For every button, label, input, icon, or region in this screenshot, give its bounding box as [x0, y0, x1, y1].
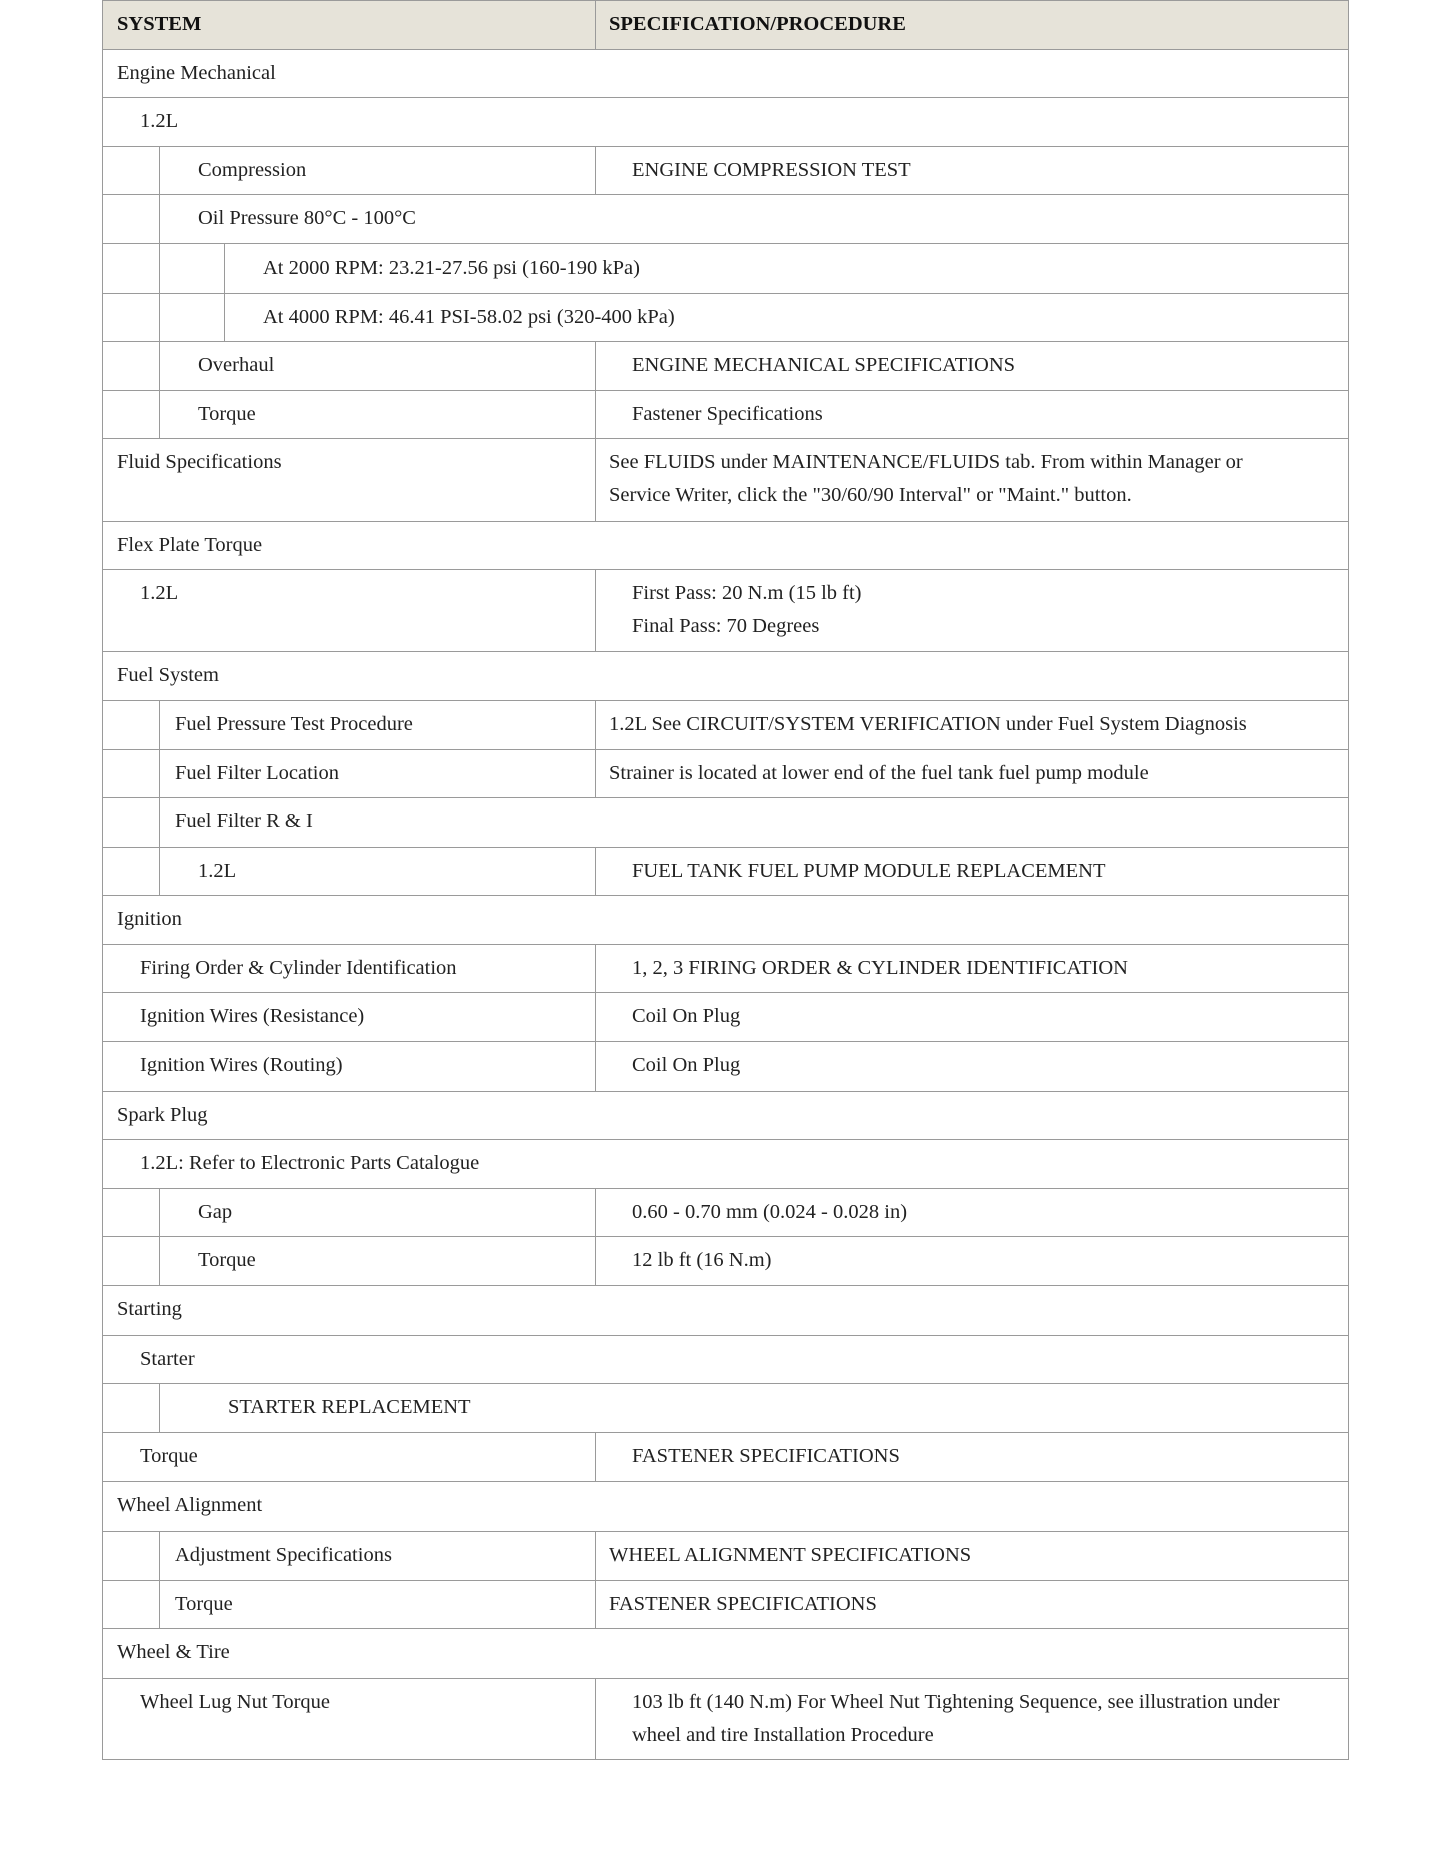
system-cell: Fluid Specifications: [117, 451, 282, 473]
header-system: SYSTEM: [117, 13, 202, 35]
system-cell: Compression: [198, 159, 307, 181]
system-cell: Wheel Lug Nut Torque: [140, 1691, 331, 1713]
table-row: [102, 1042, 1349, 1092]
section-label: Wheel Alignment: [117, 1494, 263, 1516]
table-row: [102, 848, 1349, 896]
spec-cell: ENGINE MECHANICAL SPECIFICATIONS: [632, 354, 1016, 376]
table-row: [102, 1237, 1349, 1286]
system-cell: Torque: [198, 403, 256, 425]
system-cell: Gap: [198, 1201, 233, 1223]
table-row: [102, 522, 1349, 570]
table-row: [102, 98, 1349, 147]
spec-cell: Coil On Plug: [632, 1005, 741, 1027]
system-cell: Fuel Filter Location: [175, 762, 339, 784]
table-row: [102, 750, 1349, 798]
spec-cell: 12 lb ft (16 N.m): [632, 1249, 772, 1271]
table-row: [102, 244, 1349, 294]
table-row: [102, 1679, 1349, 1760]
spec-cell: 1.2L See CIRCUIT/SYSTEM VERIFICATION under Fuel System Diagnosis: [609, 713, 1247, 735]
spec-cell: Strainer is located at lower end of the fuel tank fuel pump module: [609, 762, 1149, 784]
table-row: [102, 342, 1349, 391]
section-label: Starting: [117, 1298, 182, 1320]
system-cell: 1.2L: [198, 860, 237, 882]
system-cell: Torque: [198, 1249, 256, 1271]
spec-cell: See FLUIDS under MAINTENANCE/FLUIDS tab. From within Manager or Service Writer, click the "30/60/90 Interval" or "Maint." button.: [609, 451, 1243, 506]
table-row: [102, 391, 1349, 439]
section-label: Spark Plug: [117, 1104, 208, 1126]
table-row: [102, 294, 1349, 342]
system-cell: Torque: [175, 1593, 233, 1615]
spec-cell: 103 lb ft (140 N.m) For Wheel Nut Tightening Sequence, see illustration under wheel and tire Installation Procedure: [632, 1691, 1280, 1746]
table-row: [102, 1629, 1349, 1679]
spec-cell: At 2000 RPM: 23.21-27.56 psi (160-190 kPa): [263, 257, 640, 279]
system-cell: Torque: [140, 1445, 198, 1467]
subsection-label: Fuel Filter R & I: [175, 810, 313, 832]
table-row: [102, 439, 1349, 522]
table-row: [102, 1433, 1349, 1482]
spec-cell: WHEEL ALIGNMENT SPECIFICATIONS: [609, 1544, 972, 1566]
section-label: Ignition: [117, 908, 182, 930]
table-row: [102, 1140, 1349, 1189]
spec-cell: FASTENER SPECIFICATIONS: [632, 1445, 900, 1467]
spec-cell: FASTENER SPECIFICATIONS: [609, 1593, 877, 1615]
table-row: [102, 50, 1349, 98]
table-header-row: [102, 0, 1349, 50]
spec-cell: First Pass: 20 N.m (15 lb ft): [632, 582, 862, 604]
table-row: [102, 896, 1349, 945]
system-cell: Firing Order & Cylinder Identification: [140, 957, 457, 979]
section-label: Engine Mechanical: [117, 62, 276, 84]
section-label: Flex Plate Torque: [117, 534, 263, 556]
table-row: [102, 701, 1349, 750]
system-cell: 1.2L: [140, 582, 179, 604]
table-row: [102, 1532, 1349, 1581]
table-row: [102, 945, 1349, 993]
table-row: [102, 195, 1349, 244]
subsection-label: 1.2L: [140, 110, 179, 132]
table-row: [102, 1581, 1349, 1629]
subsection-label: Oil Pressure 80°C - 100°C: [198, 207, 416, 229]
table-row: [102, 652, 1349, 701]
table-row: [102, 1286, 1349, 1336]
subsection-label: Starter: [140, 1348, 195, 1370]
spec-cell: FUEL TANK FUEL PUMP MODULE REPLACEMENT: [632, 860, 1106, 882]
system-cell: Overhaul: [198, 354, 275, 376]
table-row: [102, 570, 1349, 652]
system-cell: Fuel Pressure Test Procedure: [175, 713, 413, 735]
table-row: [102, 1189, 1349, 1237]
spec-cell: Final Pass: 70 Degrees: [632, 615, 820, 637]
spec-cell: At 4000 RPM: 46.41 PSI-58.02 psi (320-400 kPa): [263, 306, 675, 328]
spec-cell: ENGINE COMPRESSION TEST: [632, 159, 911, 181]
table-row: [102, 1336, 1349, 1384]
table-row: [102, 1092, 1349, 1140]
section-label: Wheel & Tire: [117, 1641, 230, 1663]
spec-cell: 1, 2, 3 FIRING ORDER & CYLINDER IDENTIFICATION: [632, 957, 1128, 979]
table-row: [102, 1482, 1349, 1532]
system-cell: Ignition Wires (Routing): [140, 1054, 343, 1076]
table-row: [102, 798, 1349, 848]
system-cell: Ignition Wires (Resistance): [140, 1005, 365, 1027]
spec-cell: 0.60 - 0.70 mm (0.024 - 0.028 in): [632, 1201, 908, 1223]
spec-cell: Fastener Specifications: [632, 403, 823, 425]
subsection-label: 1.2L: Refer to Electronic Parts Catalogue: [140, 1152, 480, 1174]
system-cell: Adjustment Specifications: [175, 1544, 392, 1566]
table-row: [102, 1384, 1349, 1433]
table-row: [102, 993, 1349, 1042]
spec-cell: STARTER REPLACEMENT: [228, 1396, 471, 1418]
spec-table: [102, 0, 1349, 1760]
section-label: Fuel System: [117, 664, 219, 686]
spec-cell: Coil On Plug: [632, 1054, 741, 1076]
header-spec: SPECIFICATION/PROCEDURE: [609, 13, 906, 35]
table-row: [102, 147, 1349, 195]
